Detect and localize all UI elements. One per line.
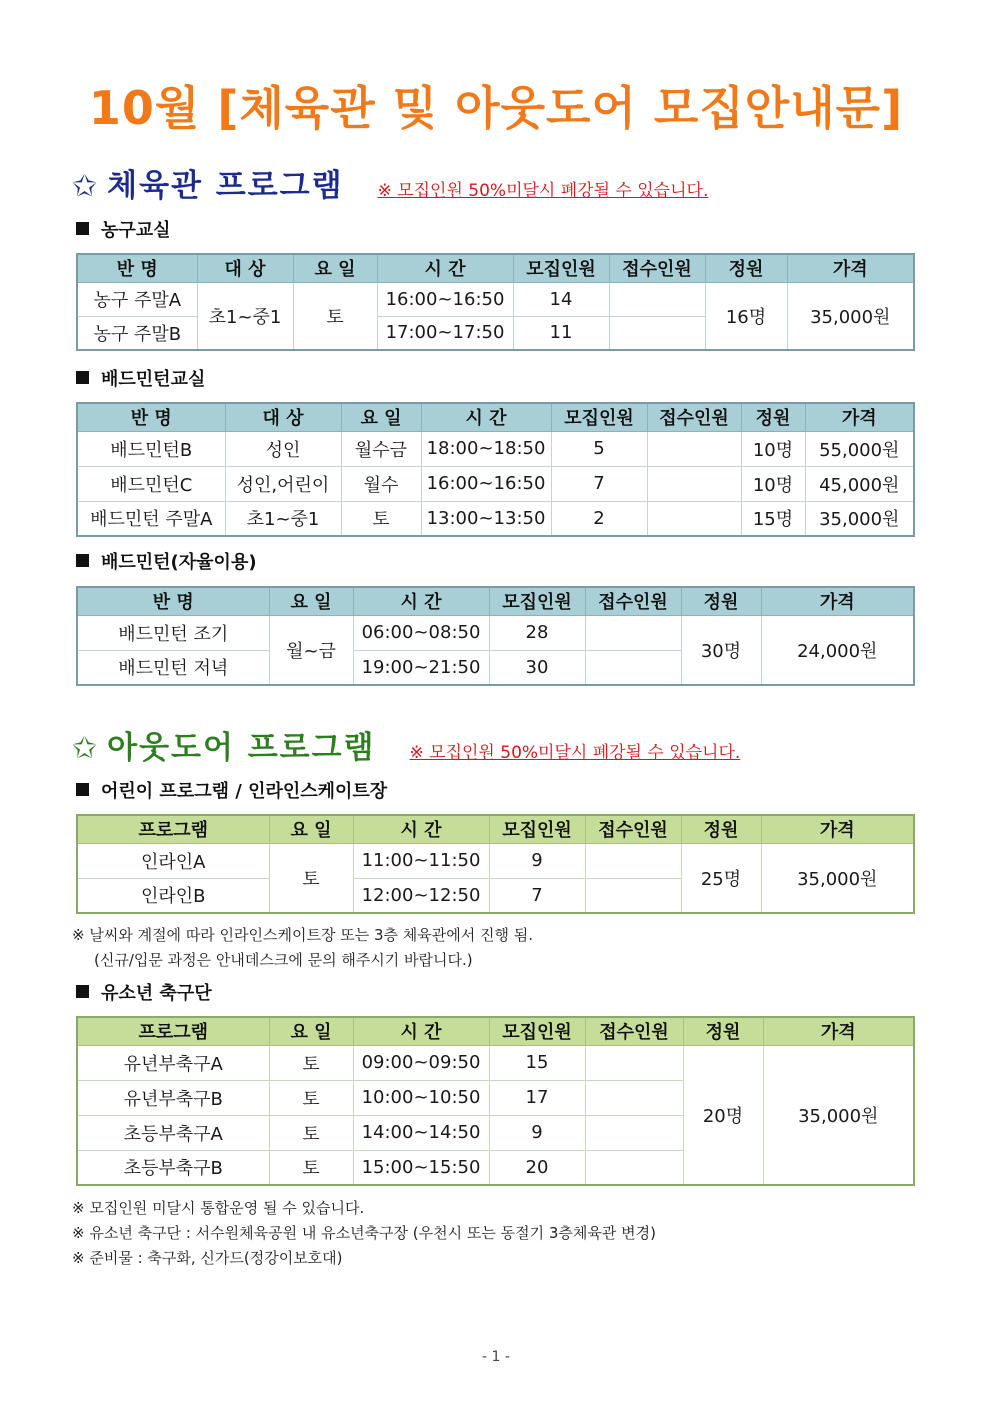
class-name: 농구 주말A <box>77 282 197 316</box>
price-cell: 55,000원 <box>805 431 914 466</box>
received-cell <box>585 1080 683 1115</box>
day-cell: 토 <box>293 282 377 350</box>
square-bullet-icon <box>76 222 89 235</box>
recruit-cell: 9 <box>489 1115 585 1150</box>
capacity-cell: 20명 <box>683 1045 763 1185</box>
square-bullet-icon <box>76 783 89 796</box>
day-cell: 토 <box>269 1080 353 1115</box>
class-name: 인라인B <box>77 878 269 913</box>
column-header: 모집인원 <box>513 254 609 282</box>
note-line: ※ 준비물 : 축구화, 신가드(정강이보호대) <box>72 1249 343 1267</box>
received-cell <box>585 1150 683 1185</box>
received-cell <box>585 843 681 878</box>
column-header: 프로그램 <box>77 815 269 843</box>
target-cell: 초1~중1 <box>197 282 293 350</box>
received-cell <box>585 615 681 650</box>
received-cell <box>585 1045 683 1080</box>
class-name: 유년부축구A <box>77 1045 269 1080</box>
class-name: 유년부축구B <box>77 1080 269 1115</box>
recruit-cell: 7 <box>489 878 585 913</box>
class-name: 배드민턴 조기 <box>77 615 269 650</box>
column-header: 요 일 <box>341 403 421 431</box>
class-name: 배드민턴B <box>77 431 225 466</box>
table-row <box>77 615 914 650</box>
time-cell: 15:00~15:50 <box>353 1150 489 1185</box>
recruit-cell: 14 <box>513 282 609 316</box>
outdoor-section-note: ※ 모집인원 50%미달시 폐강될 수 있습니다. <box>409 743 741 763</box>
column-header: 접수인원 <box>647 403 741 431</box>
column-header: 접수인원 <box>585 1017 683 1045</box>
column-header: 모집인원 <box>489 1017 585 1045</box>
day-cell: 토 <box>341 501 421 536</box>
received-cell <box>585 1115 683 1150</box>
price-cell: 24,000원 <box>761 615 914 685</box>
time-cell: 12:00~12:50 <box>353 878 489 913</box>
inline-notes <box>72 923 533 973</box>
square-bullet-icon <box>76 985 89 998</box>
target-cell: 초1~중1 <box>225 501 341 536</box>
table-header-row <box>77 815 914 843</box>
column-header: 시 간 <box>421 403 551 431</box>
column-header: 가격 <box>761 815 914 843</box>
time-cell: 10:00~10:50 <box>353 1080 489 1115</box>
time-cell: 18:00~18:50 <box>421 431 551 466</box>
column-header: 요 일 <box>269 587 353 615</box>
gym-section-header <box>72 160 708 205</box>
price-cell: 35,000원 <box>787 282 914 350</box>
table-row <box>77 282 914 316</box>
day-cell: 월수금 <box>341 431 421 466</box>
badminton-table <box>76 402 915 537</box>
day-cell: 토 <box>269 1115 353 1150</box>
price-cell: 35,000원 <box>805 501 914 536</box>
recruit-cell: 28 <box>489 615 585 650</box>
class-name: 농구 주말B <box>77 316 197 350</box>
table-row <box>77 1045 914 1080</box>
star-icon: ✩ <box>72 731 98 766</box>
received-cell <box>647 431 741 466</box>
recruit-cell: 5 <box>551 431 647 466</box>
time-cell: 13:00~13:50 <box>421 501 551 536</box>
outdoor-section-header <box>72 722 740 767</box>
class-name: 배드민턴C <box>77 466 225 501</box>
column-header: 시 간 <box>353 815 489 843</box>
capacity-cell: 30명 <box>681 615 761 685</box>
page-title: 10월 [체육관 및 아웃도어 모집안내문] <box>88 81 904 135</box>
column-header: 대 상 <box>225 403 341 431</box>
day-cell: 월~금 <box>269 615 353 685</box>
column-header: 시 간 <box>353 587 489 615</box>
received-cell <box>609 282 705 316</box>
capacity-cell: 16명 <box>705 282 787 350</box>
column-header: 가격 <box>805 403 914 431</box>
received-cell <box>585 878 681 913</box>
table-row <box>77 843 914 878</box>
received-cell <box>647 501 741 536</box>
column-header: 모집인원 <box>551 403 647 431</box>
time-cell: 06:00~08:50 <box>353 615 489 650</box>
column-header: 프로그램 <box>77 1017 269 1045</box>
class-name: 배드민턴 주말A <box>77 501 225 536</box>
column-header: 대 상 <box>197 254 293 282</box>
column-header: 정원 <box>705 254 787 282</box>
day-cell: 토 <box>269 1150 353 1185</box>
basketball-heading: 농구교실 <box>76 216 171 242</box>
page-number: - 1 - <box>482 1349 510 1365</box>
badminton-heading: 배드민턴교실 <box>76 365 205 391</box>
gym-section-note: ※ 모집인원 50%미달시 폐강될 수 있습니다. <box>377 181 709 201</box>
column-header: 시 간 <box>377 254 513 282</box>
table-header-row <box>77 254 914 282</box>
capacity-cell: 25명 <box>681 843 761 913</box>
table-header-row <box>77 1017 914 1045</box>
soccer-heading: 유소년 축구단 <box>76 979 212 1005</box>
star-icon: ✩ <box>72 169 98 204</box>
class-name: 배드민턴 저녁 <box>77 650 269 685</box>
received-cell <box>647 466 741 501</box>
recruit-cell: 11 <box>513 316 609 350</box>
soccer-notes <box>72 1196 656 1271</box>
column-header: 가격 <box>761 587 914 615</box>
time-cell: 14:00~14:50 <box>353 1115 489 1150</box>
received-cell <box>585 650 681 685</box>
column-header: 정원 <box>681 587 761 615</box>
table-row <box>77 501 914 536</box>
time-cell: 09:00~09:50 <box>353 1045 489 1080</box>
badminton-free-table <box>76 586 915 686</box>
table-header-row <box>77 403 914 431</box>
recruit-cell: 20 <box>489 1150 585 1185</box>
column-header: 반 명 <box>77 403 225 431</box>
table-row <box>77 466 914 501</box>
column-header: 반 명 <box>77 587 269 615</box>
class-name: 초등부축구A <box>77 1115 269 1150</box>
inline-heading: 어린이 프로그램 / 인라인스케이트장 <box>76 777 387 803</box>
day-cell: 토 <box>269 843 353 913</box>
capacity-cell: 10명 <box>741 431 805 466</box>
column-header: 접수인원 <box>585 587 681 615</box>
recruit-cell: 15 <box>489 1045 585 1080</box>
recruit-cell: 9 <box>489 843 585 878</box>
class-name: 초등부축구B <box>77 1150 269 1185</box>
time-cell: 11:00~11:50 <box>353 843 489 878</box>
price-cell: 35,000원 <box>763 1045 914 1185</box>
capacity-cell: 15명 <box>741 501 805 536</box>
badminton-free-heading: 배드민턴(자율이용) <box>76 548 257 574</box>
recruit-cell: 7 <box>551 466 647 501</box>
day-cell: 월수 <box>341 466 421 501</box>
column-header: 가격 <box>787 254 914 282</box>
inline-table <box>76 814 915 914</box>
time-cell: 19:00~21:50 <box>353 650 489 685</box>
time-cell: 17:00~17:50 <box>377 316 513 350</box>
recruit-cell: 2 <box>551 501 647 536</box>
note-line: ※ 날씨와 계절에 따라 인라인스케이트장 또는 3층 체육관에서 진행 됨. <box>72 926 534 944</box>
column-header: 가격 <box>763 1017 914 1045</box>
day-cell: 토 <box>269 1045 353 1080</box>
table-header-row <box>77 587 914 615</box>
gym-section-title: 체육관 프로그램 <box>107 168 344 204</box>
column-header: 시 간 <box>353 1017 489 1045</box>
note-line: ※ 유소년 축구단 : 서수원체육공원 내 유소년축구장 (우천시 또는 동절기 3층체육관 변경) <box>72 1224 656 1242</box>
time-cell: 16:00~16:50 <box>421 466 551 501</box>
recruit-cell: 17 <box>489 1080 585 1115</box>
column-header: 정원 <box>681 815 761 843</box>
column-header: 정원 <box>683 1017 763 1045</box>
target-cell: 성인 <box>225 431 341 466</box>
column-header: 요 일 <box>293 254 377 282</box>
time-cell: 16:00~16:50 <box>377 282 513 316</box>
received-cell <box>609 316 705 350</box>
table-row <box>77 431 914 466</box>
column-header: 모집인원 <box>489 587 585 615</box>
square-bullet-icon <box>76 371 89 384</box>
recruit-cell: 30 <box>489 650 585 685</box>
square-bullet-icon <box>76 554 89 567</box>
capacity-cell: 10명 <box>741 466 805 501</box>
class-name: 인라인A <box>77 843 269 878</box>
soccer-table <box>76 1016 915 1186</box>
column-header: 접수인원 <box>609 254 705 282</box>
note-line: (신규/입문 과정은 안내데스크에 문의 해주시기 바랍니다.) <box>94 951 473 969</box>
price-cell: 35,000원 <box>761 843 914 913</box>
price-cell: 45,000원 <box>805 466 914 501</box>
column-header: 요 일 <box>269 1017 353 1045</box>
column-header: 요 일 <box>269 815 353 843</box>
column-header: 정원 <box>741 403 805 431</box>
outdoor-section-title: 아웃도어 프로그램 <box>107 730 376 766</box>
column-header: 모집인원 <box>489 815 585 843</box>
target-cell: 성인,어린이 <box>225 466 341 501</box>
column-header: 반 명 <box>77 254 197 282</box>
basketball-table <box>76 253 915 351</box>
column-header: 접수인원 <box>585 815 681 843</box>
note-line: ※ 모집인원 미달시 통합운영 될 수 있습니다. <box>72 1199 365 1217</box>
